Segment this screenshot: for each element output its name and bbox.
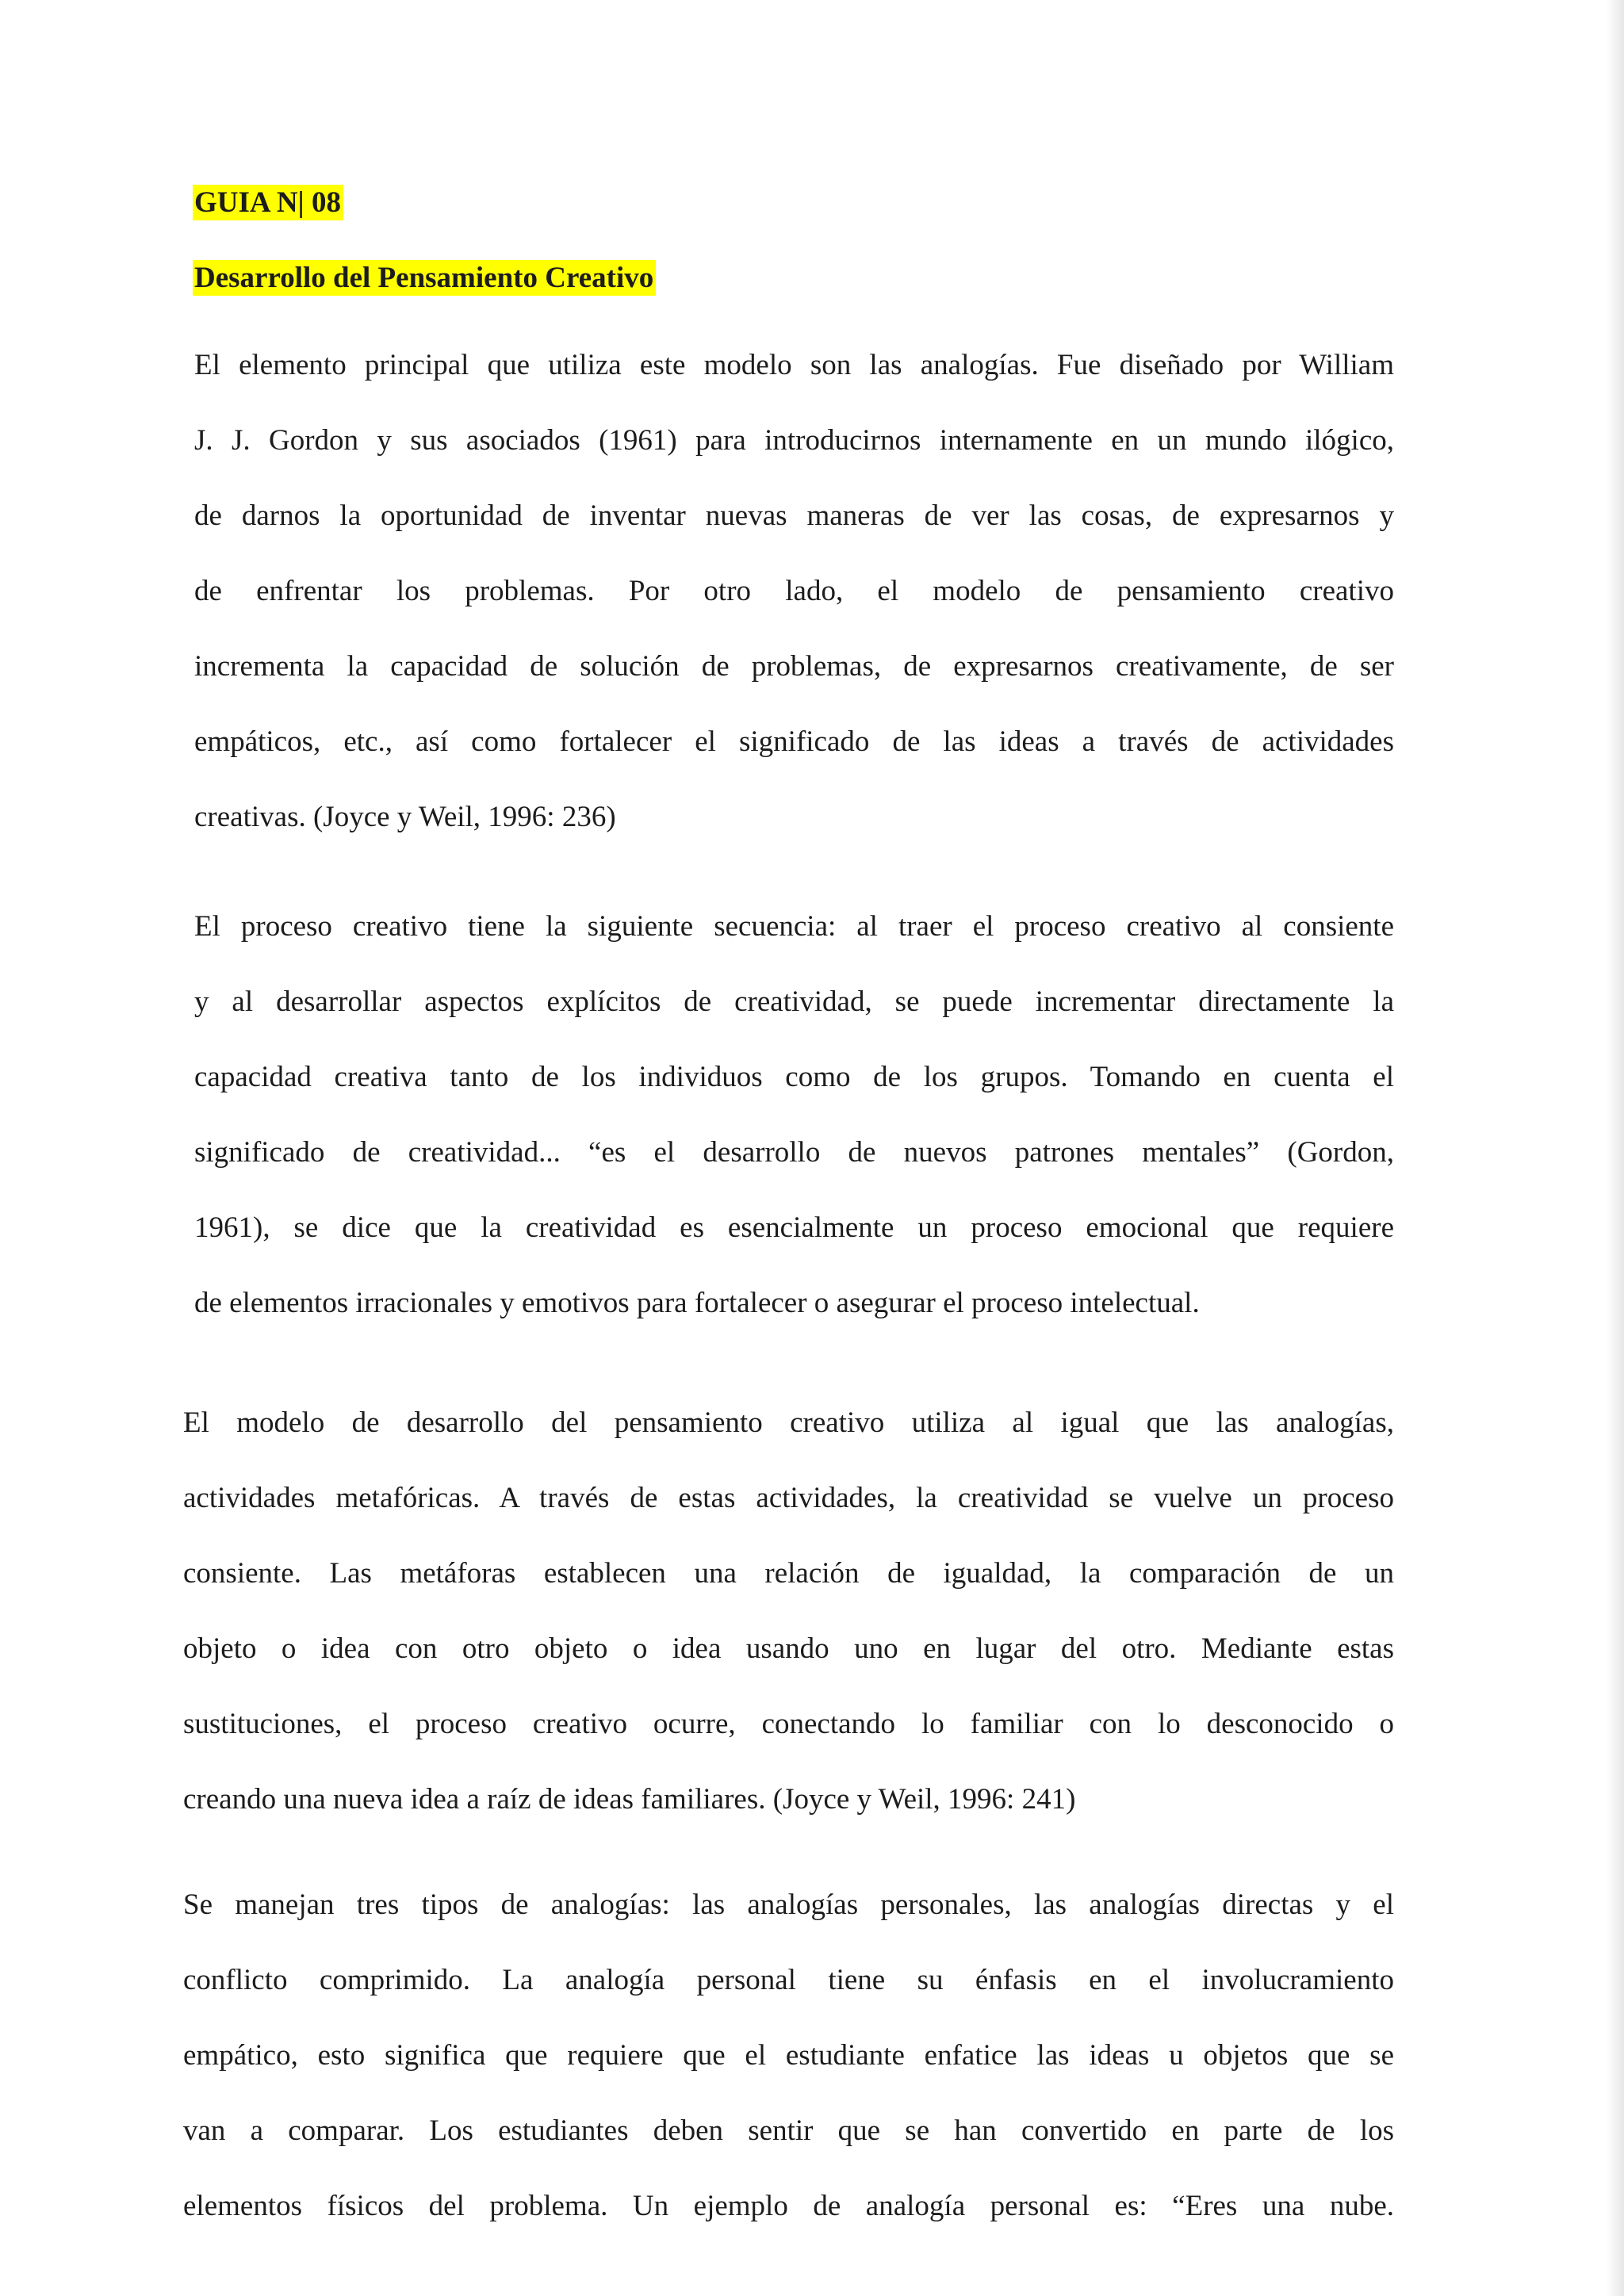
guide-number-highlight: GUIA N| 08	[193, 185, 343, 220]
paragraph-line: objeto o idea con otro objeto o idea usando uno en lugar del otro. Mediante estas	[183, 1632, 1394, 1665]
paragraph-line: creando una nueva idea a raíz de ideas familiares. (Joyce y Weil, 1996: 241)	[183, 1783, 1076, 1816]
paragraph-line: empático, esto significa que requiere que el estudiante enfatice las ideas u objetos que se	[183, 2039, 1394, 2072]
paragraph-line: conflicto comprimido. La analogía personal tiene su énfasis en el involucramiento	[183, 1964, 1394, 1996]
paragraph-line: y al desarrollar aspectos explícitos de creatividad, se puede incrementar directamente la	[194, 985, 1394, 1018]
paragraph-line: actividades metafóricas. A través de estas actividades, la creatividad se vuelve un proceso	[183, 1482, 1394, 1514]
paragraph-analogy-types	[183, 1867, 1394, 2244]
paragraph-line: significado de creatividad... “es el desarrollo de nuevos patrones mentales” (Gordon,	[194, 1136, 1394, 1169]
paragraph-line: capacidad creativa tanto de los individuos como de los grupos. Tomando en cuenta el	[194, 1061, 1394, 1093]
guide-number-heading	[193, 184, 343, 222]
paragraph-line: consiente. Las metáforas establecen una relación de igualdad, la comparación de un	[183, 1557, 1394, 1590]
paragraph-line: sustituciones, el proceso creativo ocurre, conectando lo familiar con lo desconocido o	[183, 1708, 1394, 1740]
paragraph-metaphors	[183, 1385, 1394, 1837]
paragraph-line: elementos físicos del problema. Un ejemplo de analogía personal es: “Eres una nube.	[183, 2190, 1394, 2222]
paragraph-line: de elementos irracionales y emotivos para fortalecer o asegurar el proceso intelectual.	[194, 1287, 1200, 1319]
paragraph-line: El modelo de desarrollo del pensamiento creativo utiliza al igual que las analogías,	[183, 1406, 1394, 1439]
paragraph-line: creativas. (Joyce y Weil, 1996: 236)	[194, 801, 616, 833]
paragraph-line: empáticos, etc., así como fortalecer el significado de las ideas a través de actividades	[194, 725, 1394, 758]
section-title-highlight: Desarrollo del Pensamiento Creativo	[193, 260, 656, 296]
paragraph-line: de enfrentar los problemas. Por otro lado, el modelo de pensamiento creativo	[194, 575, 1394, 607]
paragraph-line: incrementa la capacidad de solución de problemas, de expresarnos creativamente, de ser	[194, 650, 1394, 683]
paragraph-line: J. J. Gordon y sus asociados (1961) para introducirnos internamente en un mundo ilógico,	[194, 424, 1394, 457]
paragraph-line: El elemento principal que utiliza este modelo son las analogías. Fue diseñado por William	[194, 349, 1394, 381]
paragraph-line: 1961), se dice que la creatividad es esencialmente un proceso emocional que requiere	[194, 1211, 1394, 1244]
paragraph-creative-process	[194, 889, 1394, 1341]
paragraph-analogies-intro	[194, 327, 1394, 855]
page-edge-shadow	[1607, 0, 1624, 2296]
section-title-heading	[193, 259, 656, 297]
paragraph-line: van a comparar. Los estudiantes deben sentir que se han convertido en parte de los	[183, 2114, 1394, 2147]
paragraph-line: de darnos la oportunidad de inventar nuevas maneras de ver las cosas, de expresarnos y	[194, 499, 1394, 532]
paragraph-line: El proceso creativo tiene la siguiente secuencia: al traer el proceso creativo al consiente	[194, 910, 1394, 943]
paragraph-line: Se manejan tres tipos de analogías: las analogías personales, las analogías directas y el	[183, 1888, 1394, 1921]
